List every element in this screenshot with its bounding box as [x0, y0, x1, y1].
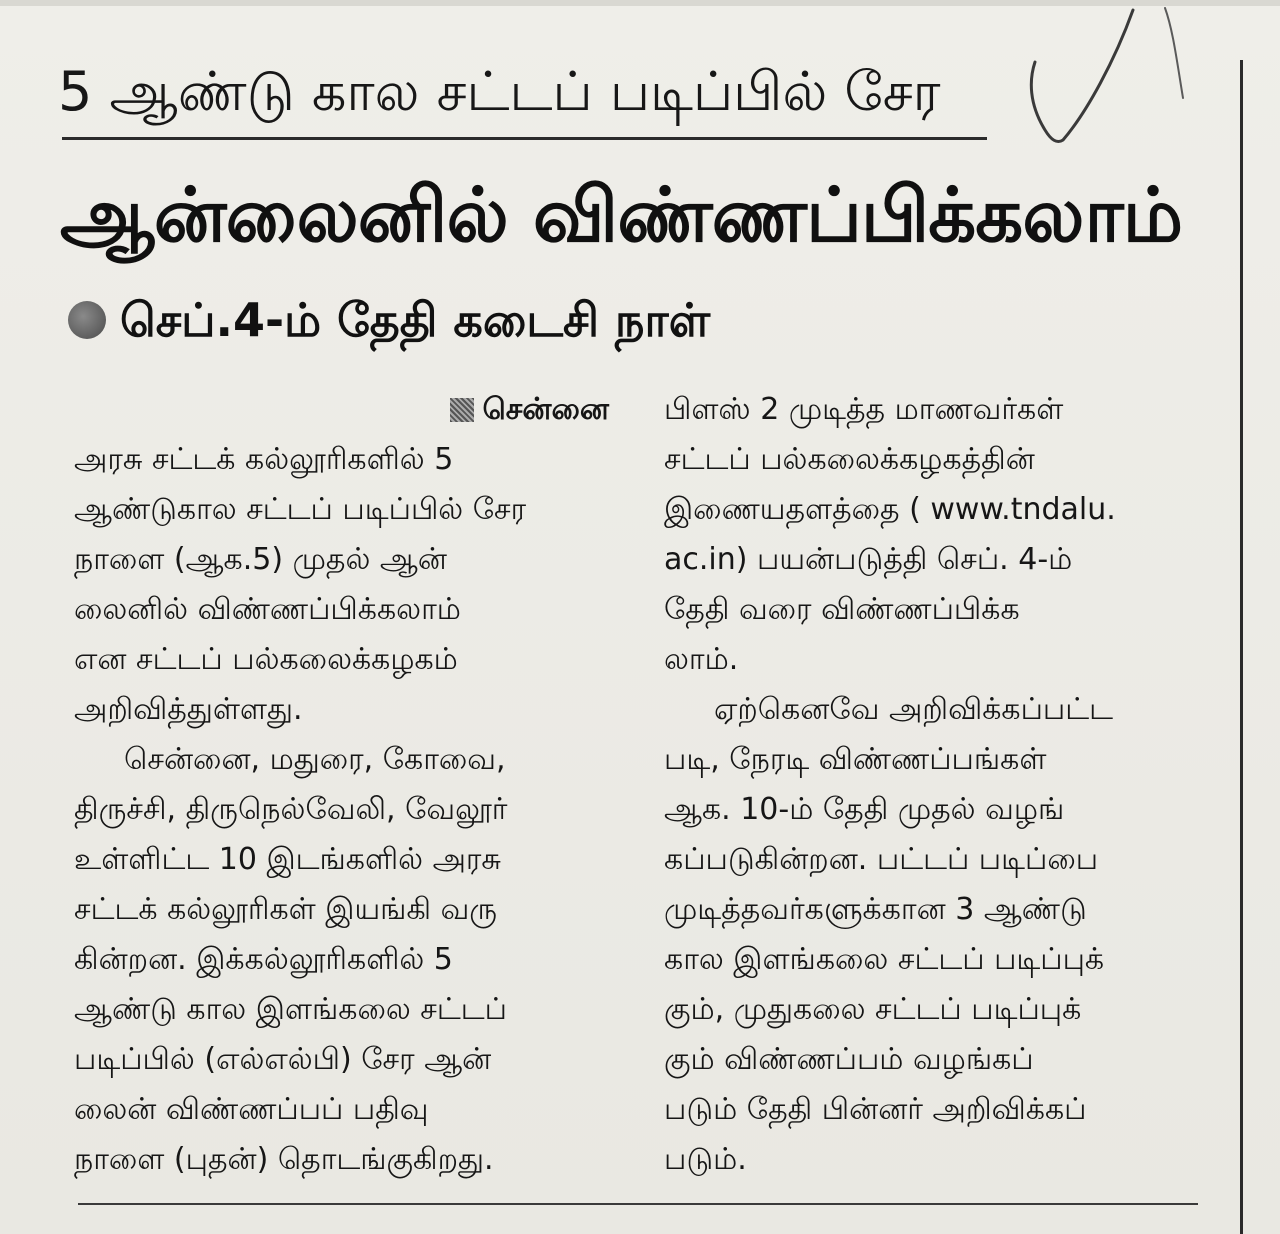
body-line: சட்டப் பல்கலைக்கழகத்தின்: [664, 442, 1035, 477]
article-subhead: [68, 285, 968, 355]
body-line: நாளை (ஆக.5) முதல் ஆன்: [74, 542, 447, 577]
article-column-right: [664, 385, 1196, 1185]
body-line: படும் தேதி பின்னர் அறிவிக்கப்: [664, 1092, 1087, 1127]
body-line: பிளஸ் 2 முடித்த மாணவர்கள்: [664, 392, 1064, 427]
body-line: ac.in) பயன்படுத்தி செப். 4-ம்: [664, 542, 1073, 577]
body-line: நாளை (புதன்) தொடங்குகிறது.: [74, 1142, 494, 1177]
body-line: கும் விண்ணப்பம் வழங்கப்: [664, 1042, 1034, 1077]
dateline: [74, 385, 609, 435]
body-line: என சட்டப் பல்கலைக்கழகம்: [74, 642, 458, 677]
body-line: கால இளங்கலை சட்டப் படிப்புக்: [664, 942, 1105, 977]
body-line: கும், முதுகலை சட்டப் படிப்புக்: [664, 992, 1082, 1027]
body-line: படி, நேரடி விண்ணப்பங்கள்: [664, 742, 1047, 777]
body-line: ஆண்டு கால இளங்கலை சட்டப்: [74, 992, 507, 1027]
body-line: முடித்தவர்களுக்கான 3 ஆண்டு: [664, 892, 1087, 927]
body-line: ஏற்கெனவே அறிவிக்கப்பட்ட: [714, 692, 1114, 727]
kicker-divider: [62, 137, 987, 140]
dateline-text: சென்னை: [482, 392, 609, 427]
body-line: சட்டக் கல்லூரிகள் இயங்கி வரு: [74, 892, 498, 927]
handwritten-tick-mark: [1015, 0, 1195, 160]
bottom-divider: [78, 1203, 1198, 1205]
dateline-square-icon: [450, 398, 474, 422]
article-kicker: 5 ஆண்டு கால சட்டப் படிப்பில் சேர: [58, 60, 941, 123]
right-column-rule: [1240, 60, 1243, 1234]
body-line: அரசு சட்டக் கல்லூரிகளில் 5: [74, 442, 454, 477]
body-line: கப்படுகின்றன. பட்டப் படிப்பை: [664, 842, 1099, 877]
body-line: லாம்.: [664, 642, 739, 677]
body-line: ஆக. 10-ம் தேதி முதல் வழங்: [664, 792, 1065, 827]
subhead-text: செப்.4-ம் தேதி கடைசி நாள்: [120, 293, 711, 347]
body-line: படிப்பில் (எல்எல்பி) சேர ஆன்: [74, 1042, 492, 1077]
body-line: இணையதளத்தை ( www.tndalu.: [664, 492, 1116, 527]
body-line: லைன் விண்ணப்பப் பதிவு: [74, 1092, 429, 1127]
body-line: அறிவித்துள்ளது.: [74, 692, 303, 727]
body-line: ஆண்டுகால சட்டப் படிப்பில் சேர: [74, 492, 527, 527]
body-line: தேதி வரை விண்ணப்பிக்க: [664, 592, 1020, 627]
body-line: திருச்சி, திருநெல்வேலி, வேலூர்: [74, 792, 508, 827]
body-line: கின்றன. இக்கல்லூரிகளில் 5: [74, 942, 453, 977]
article-column-left: [74, 385, 609, 1185]
bullet-icon: [68, 301, 106, 339]
article-headline: ஆன்லைனில் விண்ணப்பிக்கலாம்: [60, 171, 1183, 259]
body-line: சென்னை, மதுரை, கோவை,: [124, 742, 506, 777]
body-line: லைனில் விண்ணப்பிக்கலாம்: [74, 592, 461, 627]
body-line: படும்.: [664, 1142, 747, 1177]
body-line: உள்ளிட்ட 10 இடங்களில் அரசு: [74, 842, 501, 877]
